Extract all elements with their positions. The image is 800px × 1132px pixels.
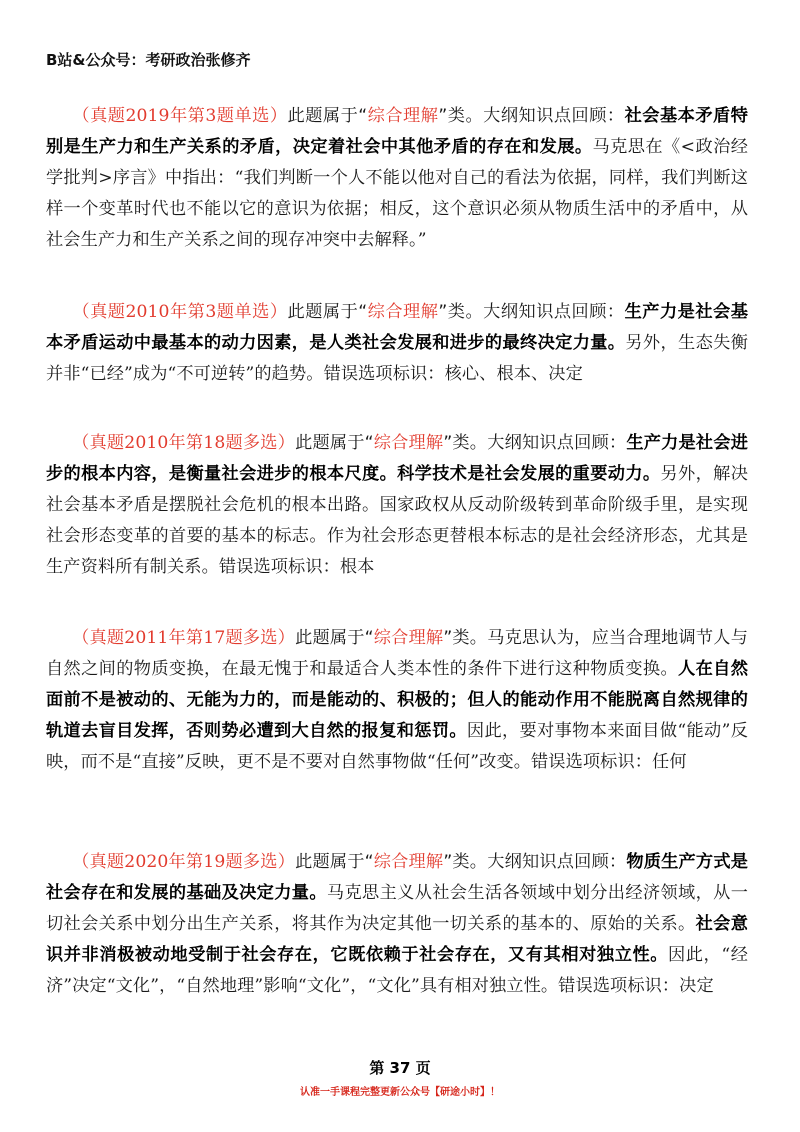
- category-label: 综合理解: [367, 106, 439, 126]
- key-point: 生产力是社会进步的根本内容，是衡量社会进步的根本尺度。科学技术是社会发展的重要动力。: [46, 433, 748, 484]
- question-tag: （真题2019年第3题单选）: [72, 106, 288, 126]
- key-point: 物质生产方式是社会存在和发展的基础及决定力量。: [46, 852, 748, 903]
- footer-notice: 认准一手课程完整更新公众号【研途小时】！: [300, 1087, 500, 1098]
- explanation: 另外，解决社会基本矛盾是摆脱社会危机的根本出路。国家政权从反动阶级转到革命阶级手里，是实现社会形态变革的首要的基本的标志。作为社会形态更替根本标志的是社会经济形态，尤其是生产资料所有制关系。错误选项标识：根本: [46, 464, 748, 577]
- paragraph-2011-q17: （真题2011年第17题多选）此题属于“综合理解”类。马克思认为，应当合理地调节人与自然之间的物质变换，在最无愧于和最适合人类本性的条件下进行这种物质变换。人在自然面前不是被动的、无能为力的，而是能动的、积极的；但人的能动作用不能脱离自然规律的轨道去盲目发挥，否则势必遭到大自然的报复和惩罚。因此，要对事物本来面目做“能动”反映，而不是“直接”反映，更不是不要对自然事物做“任何”改变。错误选项标识：任何: [46, 628, 748, 772]
- question-tag: （真题2011年第17题多选）: [72, 628, 296, 648]
- key-point: 社会基本矛盾特别是生产力和生产关系的矛盾，决定着社会中其他矛盾的存在和发展。: [46, 106, 748, 157]
- category-label: 综合理解: [373, 852, 444, 872]
- category-label: 综合理解: [373, 628, 444, 648]
- question-tag: （真题2010年第18题多选）: [72, 433, 296, 453]
- category-label: 综合理解: [367, 302, 439, 322]
- question-tag: （真题2010年第3题单选）: [72, 302, 288, 322]
- key-point: 人在自然面前不是被动的、无能为力的，而是能动的、积极的；但人的能动作用不能脱离自然规律的轨道去盲目发挥，否则势必遭到大自然的报复和惩罚。: [46, 659, 748, 741]
- paragraph-2010-q3: （真题2010年第3题单选）此题属于“综合理解”类。大纲知识点回顾：生产力是社会基本矛盾运动中最基本的动力因素，是人类社会发展和进步的最终决定力量。另外，生态失衡并非“已经”成为“不可逆转”的趋势。错误选项标识：核心、根本、决定: [46, 302, 749, 384]
- explanation: 另外，生态失衡并非“已经”成为“不可逆转”的趋势。错误选项标识：核心、根本、决定: [46, 333, 749, 384]
- explanation: 马克思主义从社会生活各领域中划分出经济领域，从一切社会关系中划分出生产关系，将其作为决定其他一切关系的基本的、原始的关系。: [46, 883, 748, 934]
- explanation: 马克思在《<政治经学批判>序言》中指出：“我们判断一个人不能以他对自己的看法为依据，同样，我们判断这样一个变革时代也不能以它的意识为依据；相反，这个意识必须从物质生活中的矛盾中，从社会生产力和生产关系之间的现存冲突中去解释。”: [46, 137, 748, 250]
- category-label: 综合理解: [373, 433, 444, 453]
- key-point: 生产力是社会基本矛盾运动中最基本的动力因素，是人类社会发展和进步的最终决定力量。: [46, 302, 748, 353]
- explanation: 因此，要对事物本来面目做“能动”反映，而不是“直接”反映，更不是不要对自然事物做“任何”改变。错误选项标识：任何: [46, 721, 748, 772]
- key-point-2: 社会意识并非消极被动地受制于社会存在，它既依赖于社会存在，又有其相对独立性。: [46, 914, 748, 965]
- page-number: 第 37 页: [369, 1059, 431, 1077]
- paragraph-2020-q19: （真题2020年第19题多选）此题属于“综合理解”类。大纲知识点回顾：物质生产方式是社会存在和发展的基础及决定力量。马克思主义从社会生活各领域中划分出经济领域，从一切社会关系中划分出生产关系，将其作为决定其他一切关系的基本的、原始的关系。社会意识并非消极被动地受制于社会存在，它既依赖于社会存在，又有其相对独立性。因此，“经济”决定“文化”，“自然地理”影响“文化”，“文化”具有相对独立性。错误选项标识：决定: [46, 852, 748, 996]
- question-tag: （真题2020年第19题多选）: [72, 852, 296, 872]
- paragraph-2010-q18: （真题2010年第18题多选）此题属于“综合理解”类。大纲知识点回顾：生产力是社会进步的根本内容，是衡量社会进步的根本尺度。科学技术是社会发展的重要动力。另外，解决社会基本矛盾是摆脱社会危机的根本出路。国家政权从反动阶级转到革命阶级手里，是实现社会形态变革的首要的基本的标志。作为社会形态更替根本标志的是社会经济形态，尤其是生产资料所有制关系。错误选项标识：根本: [46, 433, 748, 577]
- explanation-2: 因此，“经济”决定“文化”，“自然地理”影响“文化”，“文化”具有相对独立性。错误选项标识：决定: [46, 945, 748, 996]
- header-source: B站&公众号：考研政治张修齐: [46, 51, 251, 69]
- paragraph-2019-q3: （真题2019年第3题单选）此题属于“综合理解”类。大纲知识点回顾：社会基本矛盾特别是生产力和生产关系的矛盾，决定着社会中其他矛盾的存在和发展。马克思在《<政治经学批判>序言》中指出：“我们判断一个人不能以他对自己的看法为依据，同样，我们判断这样一个变革时代也不能以它的意识为依据；相反，这个意识必须从物质生活中的矛盾中，从社会生产力和生产关系之间的现存冲突中去解释。”: [46, 106, 748, 250]
